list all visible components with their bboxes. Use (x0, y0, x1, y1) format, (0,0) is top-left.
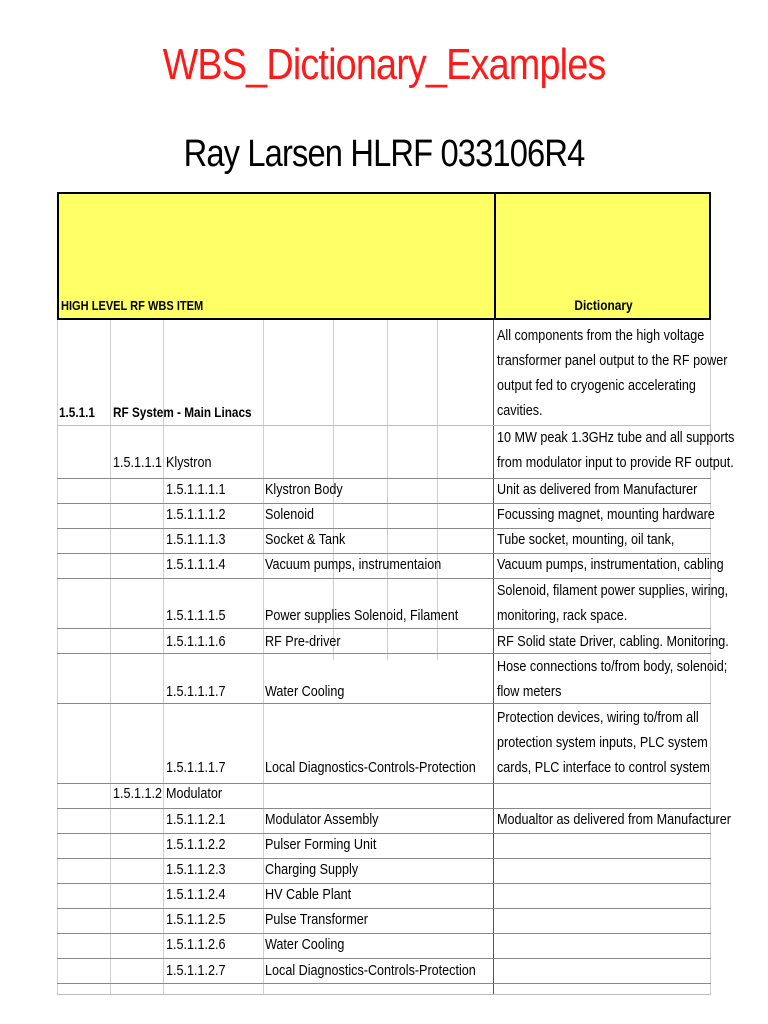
dictionary-line: protection system inputs, PLC system (497, 734, 708, 751)
header-divider (494, 194, 496, 320)
wbs-name: Klystron Body (265, 481, 343, 498)
header-wbs-item: HIGH LEVEL RF WBS ITEM (61, 298, 204, 313)
grid-line (57, 883, 711, 884)
wbs-code: 1.5.1.1.2.5 (166, 911, 226, 928)
grid-line (57, 320, 58, 995)
wbs-code: 1.5.1.1.1.7 (166, 683, 226, 700)
dictionary-line: Tube socket, mounting, oil tank, (497, 531, 675, 548)
header-dictionary: Dictionary (574, 297, 633, 313)
grid-line (57, 994, 711, 995)
wbs-name: Water Cooling (265, 936, 345, 953)
wbs-code: 1.5.1.1.1.3 (166, 531, 226, 548)
wbs-name: Solenoid (265, 506, 315, 523)
grid-line (57, 858, 711, 859)
wbs-code: 1.5.1.1.2 (113, 785, 163, 802)
wbs-code: 1.5.1.1.2.7 (166, 962, 226, 979)
dictionary-line: Hose connections to/from body, solenoid; (497, 658, 728, 675)
grid-line (57, 833, 711, 834)
wbs-name: Power supplies Solenoid, Filament (265, 607, 459, 624)
grid-line (110, 320, 111, 995)
grid-line (57, 703, 711, 704)
wbs-name: Klystron (166, 454, 212, 471)
wbs-code: 1.5.1.1.1 (113, 454, 163, 471)
dictionary-line: cards, PLC interface to control system (497, 759, 710, 776)
wbs-name: Modulator (166, 785, 223, 802)
wbs-code: 1.5.1.1.2.6 (166, 936, 226, 953)
grid-line (57, 933, 711, 934)
wbs-code: 1.5.1.1.2.4 (166, 886, 226, 903)
grid-line (493, 320, 494, 995)
wbs-name: Local Diagnostics-Controls-Protection (265, 962, 476, 979)
wbs-name: Socket & Tank (265, 531, 346, 548)
dictionary-line: Modualtor as delivered from Manufacturer (497, 811, 731, 828)
grid-line (57, 983, 711, 984)
wbs-name: Pulser Forming Unit (265, 836, 377, 853)
wbs-name: Modulator Assembly (265, 811, 379, 828)
wbs-name: RF Pre-driver (265, 633, 341, 650)
wbs-code: 1.5.1.1.1.6 (166, 633, 226, 650)
wbs-code: 1.5.1.1 (59, 404, 95, 420)
wbs-name: Pulse Transformer (265, 911, 368, 928)
wbs-code: 1.5.1.1.2.2 (166, 836, 226, 853)
document-subtitle: Ray Larsen HLRF 033106R4 (183, 133, 585, 175)
wbs-code: 1.5.1.1.2.3 (166, 861, 226, 878)
dictionary-line: Vacuum pumps, instrumentation, cabling (497, 556, 724, 573)
grid-line (263, 320, 264, 995)
wbs-name: RF System - Main Linacs (113, 404, 252, 420)
dictionary-line: Focussing magnet, mounting hardware (497, 506, 715, 523)
document-title: WBS_Dictionary_Examples (162, 40, 606, 89)
dictionary-line: 10 MW peak 1.3GHz tube and all supports (497, 429, 735, 446)
dictionary-line: output fed to cryogenic accelerating (497, 377, 696, 394)
dictionary-line: Solenoid, filament power supplies, wiring, (497, 582, 729, 599)
dictionary-line: transformer panel output to the RF power (497, 352, 728, 369)
dictionary-line: Unit as delivered from Manufacturer (497, 481, 698, 498)
wbs-name: Water Cooling (265, 683, 345, 700)
wbs-name: Local Diagnostics-Controls-Protection (265, 759, 476, 776)
wbs-name: Vacuum pumps, instrumentaion (265, 556, 442, 573)
dictionary-line: RF Solid state Driver, cabling. Monitoring. (497, 633, 729, 650)
wbs-code: 1.5.1.1.2.1 (166, 811, 226, 828)
wbs-code: 1.5.1.1.1.5 (166, 607, 226, 624)
dictionary-line: monitoring, rack space. (497, 607, 628, 624)
dictionary-line: All components from the high voltage (497, 327, 705, 344)
wbs-name: Charging Supply (265, 861, 359, 878)
table-body (57, 320, 735, 995)
dictionary-line: from modulator input to provide RF output. (497, 454, 734, 471)
dictionary-line: cavities. (497, 402, 543, 419)
wbs-table (57, 192, 735, 995)
dictionary-line: flow meters (497, 683, 562, 700)
wbs-code: 1.5.1.1.1.1 (166, 481, 226, 498)
dictionary-line: Protection devices, wiring to/from all (497, 709, 699, 726)
grid-line (57, 908, 711, 909)
wbs-name: HV Cable Plant (265, 886, 352, 903)
wbs-code: 1.5.1.1.1.7 (166, 759, 226, 776)
table-header (57, 192, 711, 320)
wbs-code: 1.5.1.1.1.2 (166, 506, 226, 523)
wbs-code: 1.5.1.1.1.4 (166, 556, 226, 573)
